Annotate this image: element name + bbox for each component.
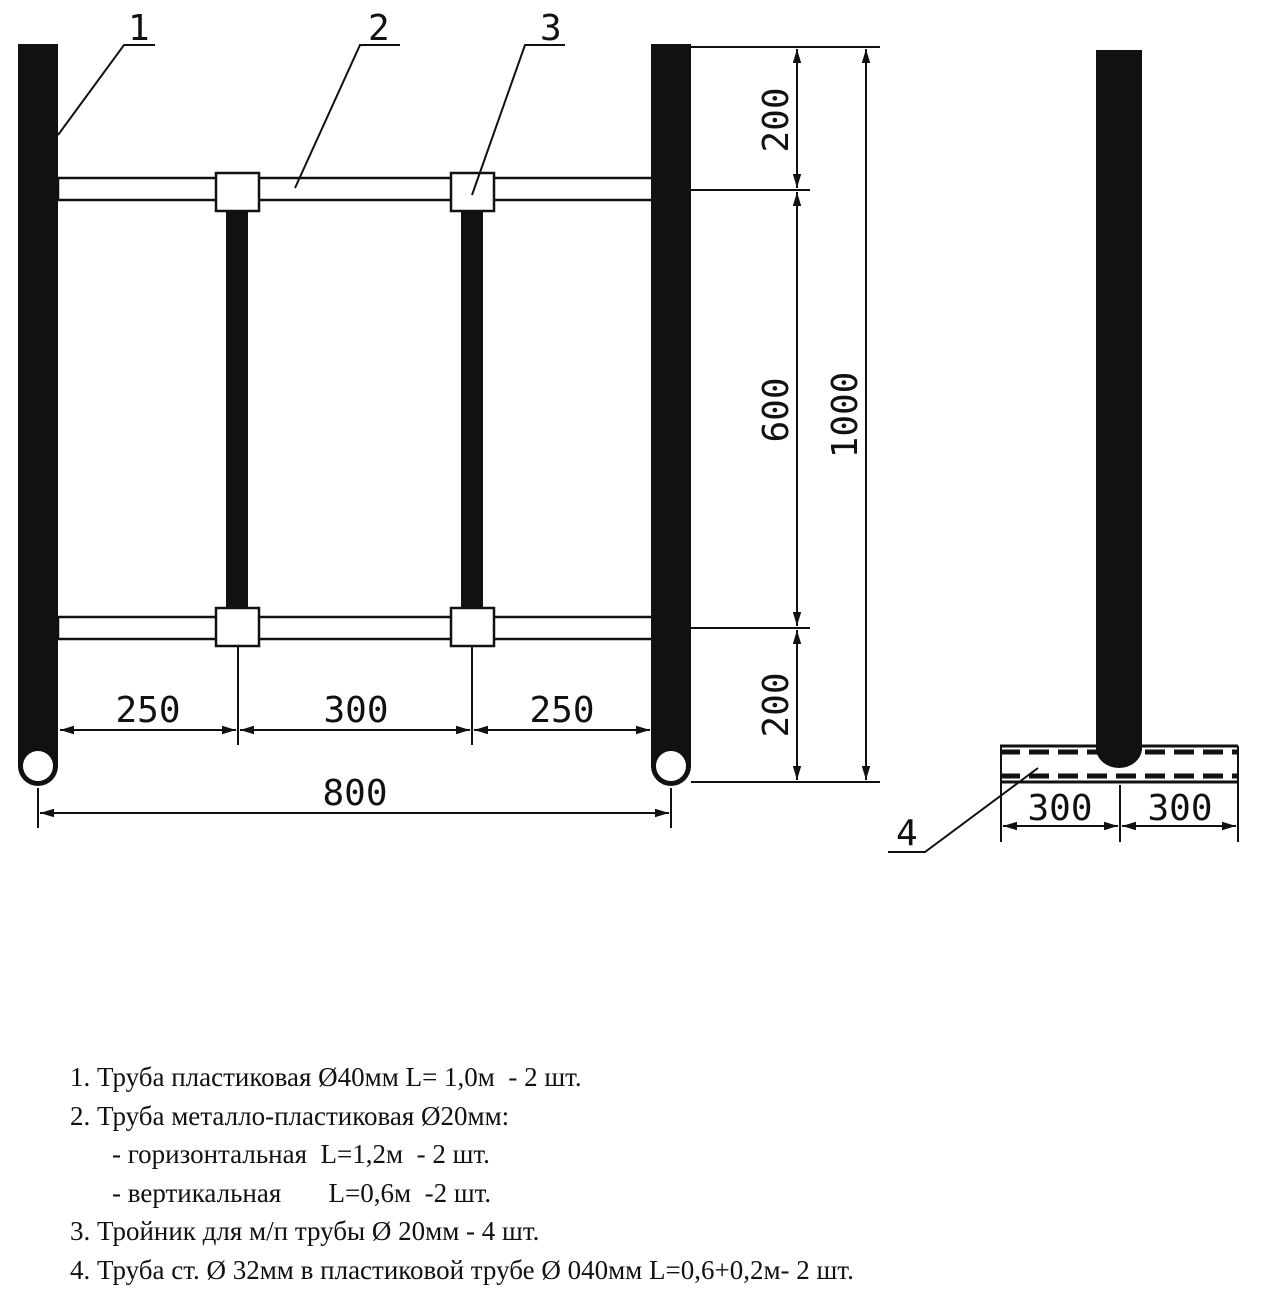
right-vertical-pipe xyxy=(461,205,483,615)
tee-fitting-bottom-right xyxy=(451,608,494,646)
side-view-post-end xyxy=(1096,728,1142,768)
callout-leader-1 xyxy=(58,45,155,135)
tee-fitting-bottom-left xyxy=(216,608,259,646)
left-vertical-pipe xyxy=(226,205,248,615)
dim-base-right-label: 300 xyxy=(1147,788,1213,829)
dim-total-height-label: 1000 xyxy=(825,371,866,459)
dim-left-span-label: 250 xyxy=(115,690,181,731)
callout-3-label: 3 xyxy=(540,8,562,49)
right-post xyxy=(651,44,691,768)
legend-item-2-vertical: - вертикальная L=0,6м -2 шт. xyxy=(112,1177,492,1208)
left-post xyxy=(18,44,58,768)
parts-legend xyxy=(70,1058,1220,1289)
left-post-bore xyxy=(23,751,53,781)
dim-top-gap-label: 200 xyxy=(756,87,797,153)
top-horizontal-pipe xyxy=(58,178,654,200)
bottom-horizontal-pipe xyxy=(58,617,654,639)
dim-bottom-gap-label: 200 xyxy=(756,672,797,738)
dim-base-left-label: 300 xyxy=(1027,788,1093,829)
legend-item-1: 1. Труба пластиковая Ø40мм L= 1,0м - 2 шт. xyxy=(70,1062,582,1092)
callout-1-label: 1 xyxy=(128,8,150,49)
legend-item-3: 3. Тройник для м/п трубы Ø 20мм - 4 шт. xyxy=(70,1216,540,1246)
callout-leader-2 xyxy=(295,45,400,188)
right-post-bore xyxy=(656,751,686,781)
side-view-post xyxy=(1096,50,1142,750)
dim-total-width-label: 800 xyxy=(322,773,388,814)
dim-right-span-label: 250 xyxy=(529,690,595,731)
dim-middle-gap-label: 600 xyxy=(756,377,797,443)
legend-item-4: 4. Труба ст. Ø 32мм в пластиковой трубе Ø 040мм L=0,6+0,2м- 2 шт. xyxy=(70,1254,854,1285)
callout-2-label: 2 xyxy=(368,8,390,49)
legend-item-2-horizontal: - горизонтальная L=1,2м - 2 шт. xyxy=(112,1139,490,1169)
callout-4-label: 4 xyxy=(896,813,918,854)
legend-item-2: 2. Труба металло-пластиковая Ø20мм: xyxy=(70,1100,510,1131)
dim-center-span-label: 300 xyxy=(323,690,389,731)
tee-fitting-top-left xyxy=(216,173,259,211)
